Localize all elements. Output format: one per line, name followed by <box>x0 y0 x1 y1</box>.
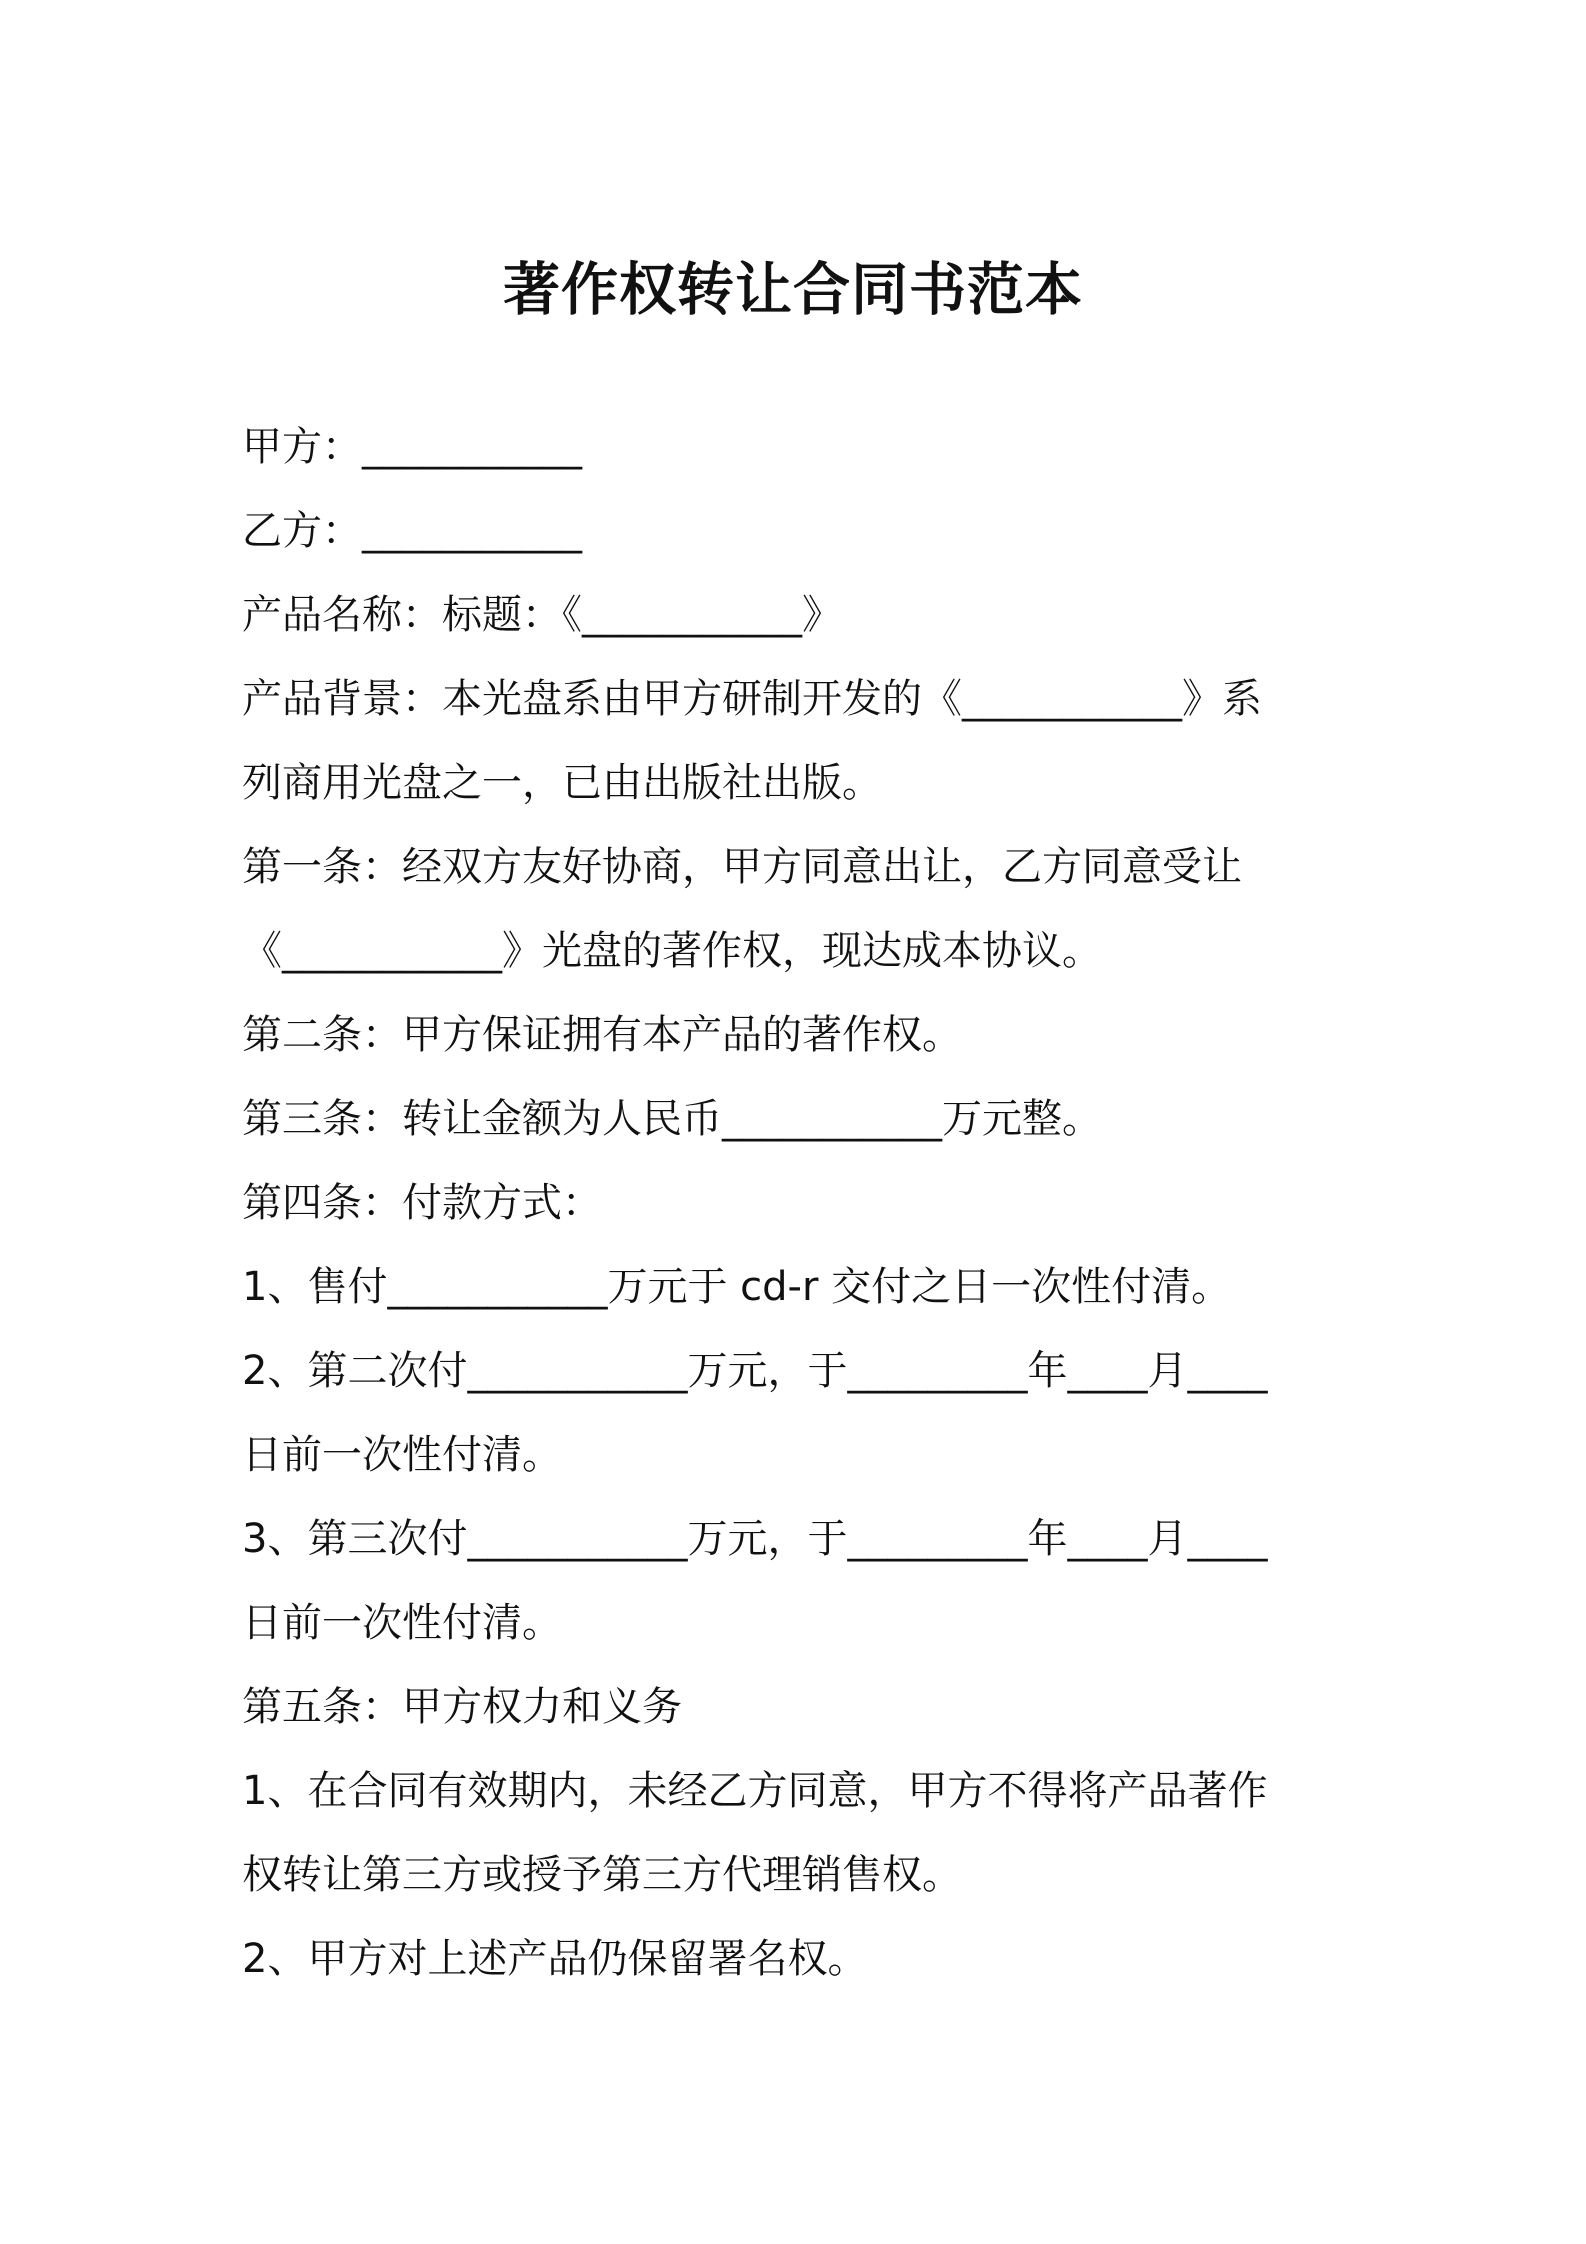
article-5-line: 第五条：甲方权力和义务 <box>242 1684 682 1730</box>
product-background-line: 产品背景：本光盘系由甲方研制开发的《___________》系 <box>242 676 1262 722</box>
article-3-line: 第三条：转让金额为人民币___________万元整。 <box>242 1096 1102 1142</box>
article-1-line-cont: 《___________》光盘的著作权，现达成本协议。 <box>242 928 1102 974</box>
party-b-line: 乙方：___________ <box>242 508 582 554</box>
payment-2-line: 2、第二次付___________万元，于_________年____月____ <box>242 1348 1268 1394</box>
article-1-line: 第一条：经双方友好协商，甲方同意出让，乙方同意受让 <box>242 844 1242 890</box>
payment-3-line-cont: 日前一次性付清。 <box>242 1600 562 1646</box>
obligation-1-line-cont: 权转让第三方或授予第三方代理销售权。 <box>242 1852 962 1898</box>
obligation-1-line: 1、在合同有效期内，未经乙方同意，甲方不得将产品著作 <box>242 1768 1268 1814</box>
payment-2-line-cont: 日前一次性付清。 <box>242 1432 562 1478</box>
party-a-line: 甲方：___________ <box>242 424 582 470</box>
document-body <box>242 405 1352 2001</box>
payment-3-line: 3、第三次付___________万元，于_________年____月____ <box>242 1516 1268 1562</box>
product-name-line: 产品名称：标题：《___________》 <box>242 592 842 638</box>
article-2-line: 第二条：甲方保证拥有本产品的著作权。 <box>242 1012 962 1058</box>
obligation-2-line: 2、甲方对上述产品仍保留署名权。 <box>242 1936 868 1982</box>
payment-1-line: 1、售付___________万元于 cd-r 交付之日一次性付清。 <box>242 1264 1232 1310</box>
article-4-line: 第四条：付款方式： <box>242 1180 602 1226</box>
document-title: 著作权转让合同书范本 <box>503 257 1083 323</box>
product-background-line-cont: 列商用光盘之一，已由出版社出版。 <box>242 760 882 806</box>
